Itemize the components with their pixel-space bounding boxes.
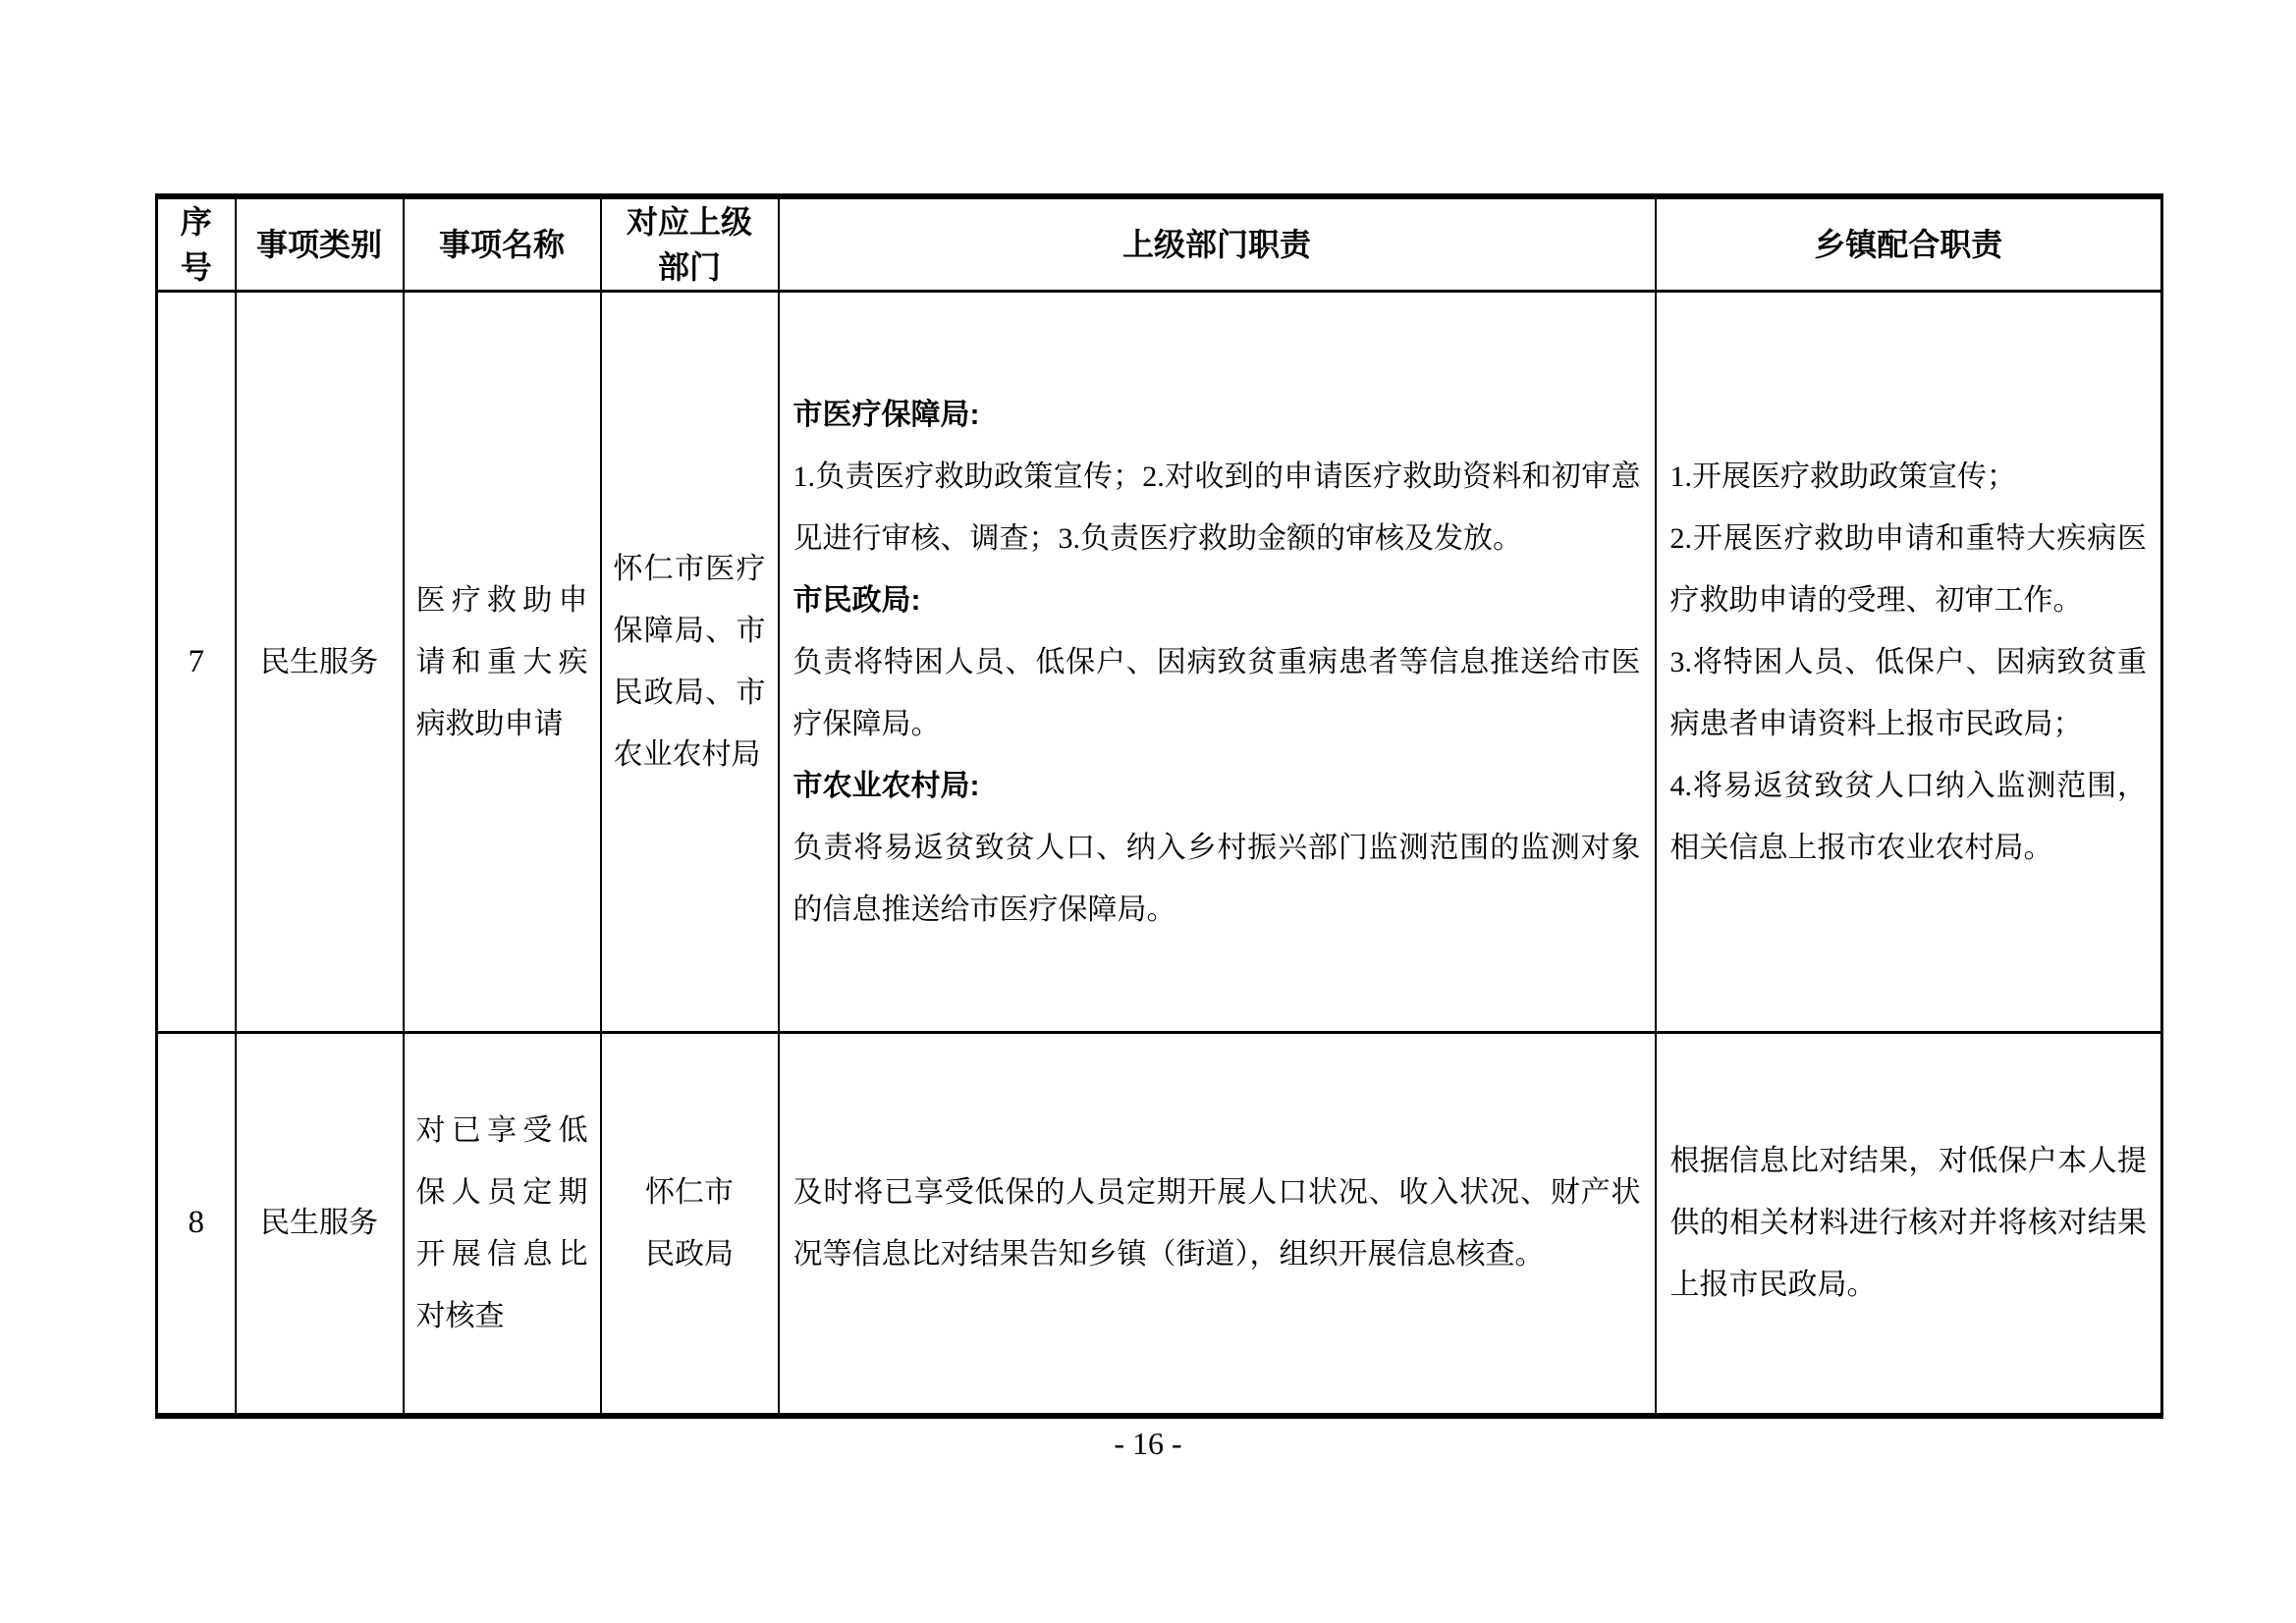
duty-item: 根据信息比对结果，对低保户本人提供的相关材料进行核对并将核对结果上报市民政局。 (1669, 1145, 2147, 1302)
superior-duties-text (780, 384, 1655, 941)
cell-superior-duties (779, 292, 1656, 1033)
table-row-7 (157, 292, 2162, 1033)
table-header-row (157, 196, 2162, 292)
cell-serial-no: 7 (157, 292, 236, 1033)
col-header-town-duties: 乡镇配合职责 (1656, 196, 2162, 292)
duty-text: 负责将易返贫致贫人口、纳入乡村振兴部门监测范围的监测对象的信息推送给市医疗保障局。 (793, 831, 1641, 926)
cell-serial-no: 8 (157, 1033, 236, 1416)
col-header-item-category: 事项类别 (236, 196, 404, 292)
col-header-serial-no: 序号 (157, 196, 236, 292)
cell-town-duties (1656, 292, 2162, 1033)
superior-department-text: 怀仁市民政局 (645, 1175, 734, 1271)
duty-item (793, 1162, 1641, 1285)
page-number: - 16 - (1114, 1426, 1182, 1461)
cell-item-category: 民生服务 (236, 292, 404, 1033)
duty-item: 1.开展医疗救助政策宣传； (1669, 460, 2016, 493)
cell-item-category: 民生服务 (236, 1033, 404, 1416)
col-header-item-name: 事项名称 (404, 196, 601, 292)
item-name-text: 医疗救助申请和重大疾病救助申请 (415, 583, 588, 740)
col-header-superior-department: 对应上级部门 (601, 196, 779, 292)
duty-department-heading: 市农业农村局: (793, 769, 980, 802)
cell-item-name (404, 1033, 601, 1416)
cell-superior-department (601, 1033, 779, 1416)
duty-text: 负责将特困人员、低保户、因病致贫重病患者等信息推送给市医疗保障局。 (793, 645, 1641, 740)
superior-duties-text (780, 1162, 1655, 1285)
duty-item: 4.将易返贫致贫人口纳入监测范围，相关信息上报市农业农村局。 (1669, 769, 2147, 864)
duty-text: 及时将已享受低保的人员定期开展人口状况、收入状况、财产状况等信息比对结果告知乡镇（街道），组织开展信息核查。 (793, 1175, 1641, 1271)
duty-item (793, 569, 1641, 755)
duty-item (793, 755, 1641, 941)
town-duties-text (1657, 446, 2161, 879)
duty-text: 1.负责医疗救助政策宣传；2.对收到的申请医疗救助资料和初审意见进行审核、调查；3.负责医疗救助金额的审核及发放。 (793, 460, 1641, 555)
duty-item (793, 384, 1641, 569)
col-header-superior-duties: 上级部门职责 (779, 196, 1656, 292)
superior-department-text: 怀仁市医疗保障局、市民政局、市农业农村局 (613, 553, 766, 771)
duty-item: 3.将特困人员、低保户、因病致贫重病患者申请资料上报市民政局； (1669, 645, 2147, 740)
cell-superior-department (601, 292, 779, 1033)
cell-superior-duties (779, 1033, 1656, 1416)
duty-department-heading: 市民政局: (793, 583, 921, 617)
duty-item: 2.开展医疗救助申请和重特大疾病医疗救助申请的受理、初审工作。 (1669, 521, 2147, 617)
duties-table (155, 193, 2163, 1419)
item-name-text: 对已享受低保人员定期开展信息比对核查 (415, 1113, 588, 1332)
town-duties-text (1657, 1130, 2161, 1316)
cell-town-duties (1656, 1033, 2162, 1416)
cell-item-name (404, 292, 601, 1033)
duty-department-heading: 市医疗保障局: (793, 398, 980, 431)
table-row-8 (157, 1033, 2162, 1416)
